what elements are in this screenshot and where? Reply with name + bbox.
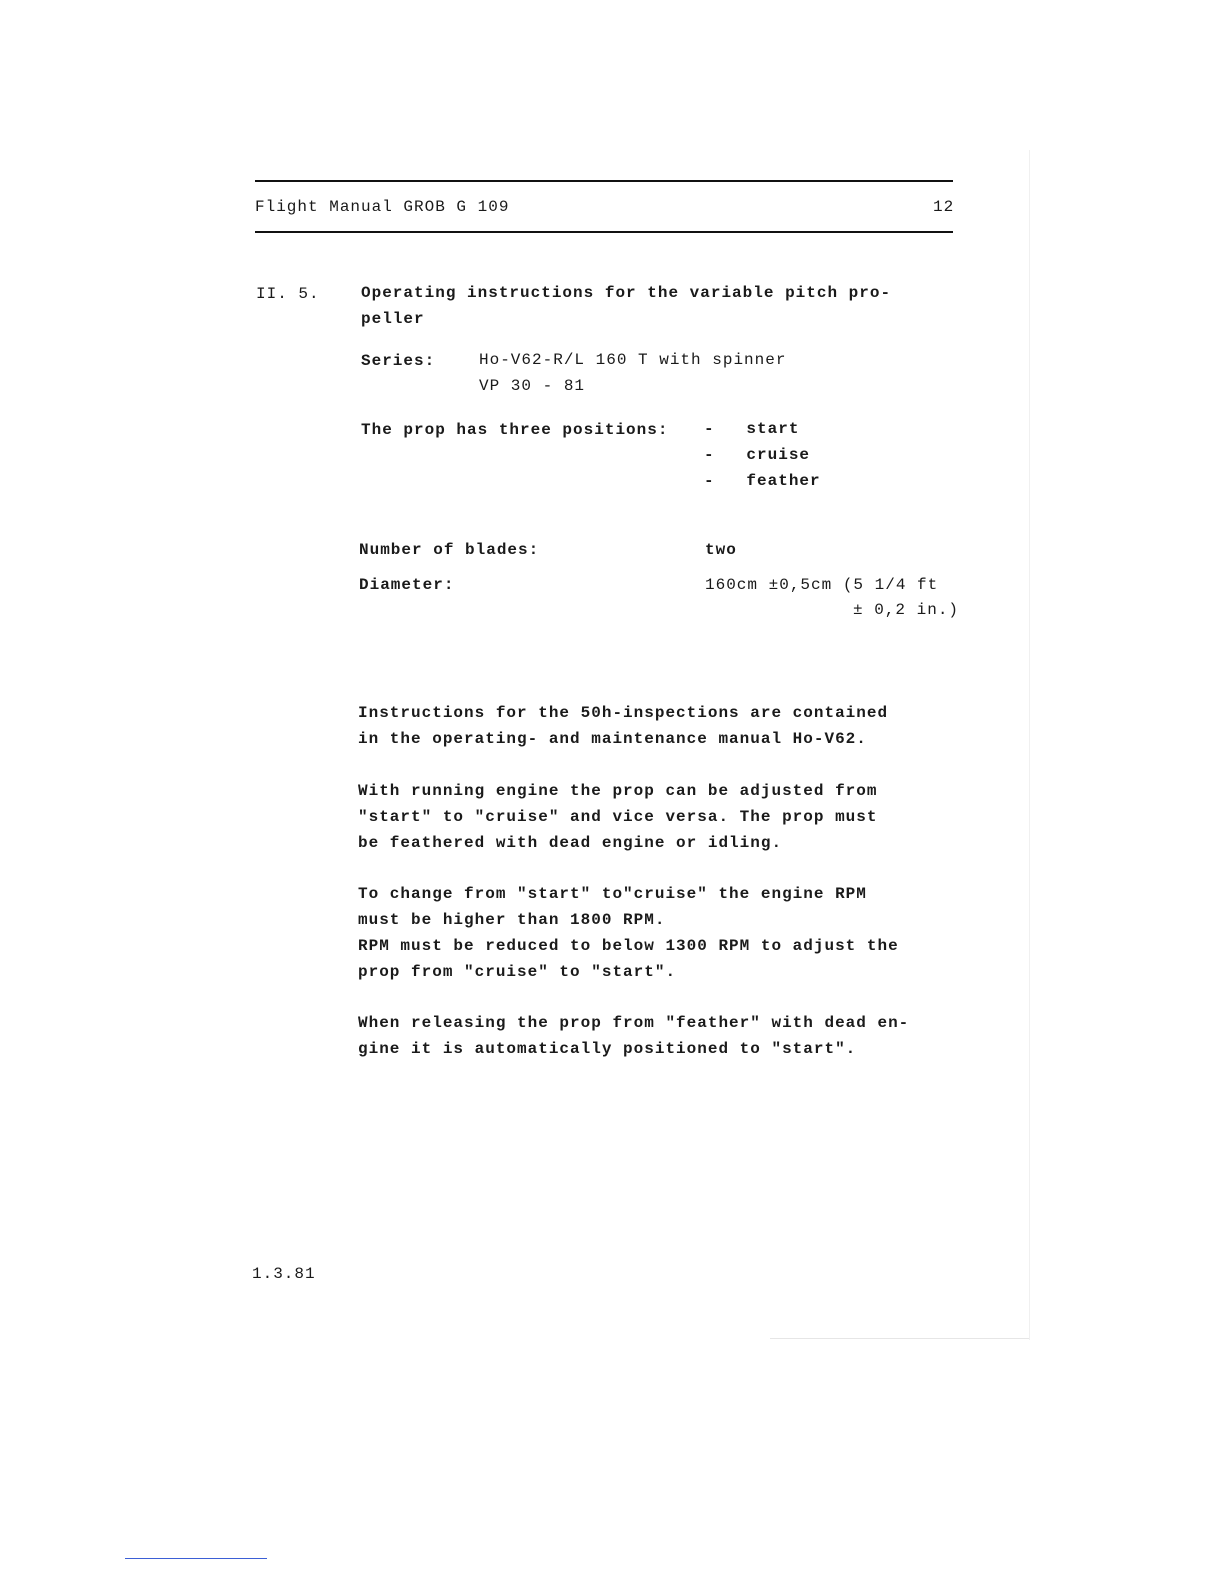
- diameter-label: Diameter:: [359, 576, 455, 594]
- text-line: When releasing the prop from "feather" with dead en-: [358, 1014, 910, 1032]
- bullet: -: [704, 472, 715, 490]
- list-item: [704, 468, 821, 494]
- scan-edge-line: [770, 1338, 1030, 1339]
- list-item: [704, 442, 821, 468]
- text-line: "start" to "cruise" and vice versa. The prop must: [358, 808, 878, 826]
- series-value: [479, 347, 786, 399]
- text-line: With running engine the prop can be adjusted from: [358, 782, 878, 800]
- bullet: -: [704, 446, 715, 464]
- series-label: Series:: [361, 352, 436, 370]
- paragraph-feather-release: [358, 1010, 909, 1062]
- section-title-line: Operating instructions for the variable pitch pro-: [361, 284, 892, 302]
- page-number: 12: [933, 198, 955, 216]
- text-line: Instructions for the 50h-inspections are contained: [358, 704, 889, 722]
- diameter-value-line1: 160cm ±0,5cm (5 1/4 ft: [705, 576, 939, 594]
- positions-list: [704, 416, 821, 494]
- text-line: RPM must be reduced to below 1300 RPM to adjust the: [358, 937, 899, 955]
- paragraph-adjustment: [358, 778, 877, 856]
- text-line: must be higher than 1800 RPM.: [358, 911, 666, 929]
- series-value-line: Ho-V62-R/L 160 T with spinner: [479, 351, 787, 369]
- text-line: gine it is automatically positioned to "start".: [358, 1040, 857, 1058]
- footer-date: 1.3.81: [252, 1265, 316, 1283]
- position-start: start: [746, 420, 800, 438]
- header-rule-top: [255, 180, 953, 182]
- bullet: -: [704, 420, 715, 438]
- text-line: prop from "cruise" to "start".: [358, 963, 677, 981]
- manual-title: Flight Manual GROB G 109: [255, 198, 510, 216]
- position-feather: feather: [746, 472, 821, 490]
- text-line: To change from "start" to"cruise" the engine RPM: [358, 885, 867, 903]
- paragraph-inspections: [358, 700, 888, 752]
- blades-value: two: [705, 541, 737, 559]
- scan-edge-line: [1029, 150, 1030, 1340]
- diameter-value-line2: ± 0,2 in.): [853, 601, 960, 619]
- positions-label: The prop has three positions:: [361, 421, 669, 439]
- position-cruise: cruise: [746, 446, 811, 464]
- paragraph-rpm: [358, 881, 899, 985]
- list-item: [704, 416, 821, 442]
- series-value-line: VP 30 - 81: [479, 377, 586, 395]
- header-rule-bottom: [255, 231, 953, 233]
- text-line: be feathered with dead engine or idling.: [358, 834, 783, 852]
- bottom-link-line: [125, 1558, 267, 1559]
- text-line: in the operating- and maintenance manual Ho-V62.: [358, 730, 867, 748]
- section-title-line: peller: [361, 310, 425, 328]
- section-title: [361, 280, 891, 332]
- blades-label: Number of blades:: [359, 541, 540, 559]
- section-number: II. 5.: [256, 285, 320, 303]
